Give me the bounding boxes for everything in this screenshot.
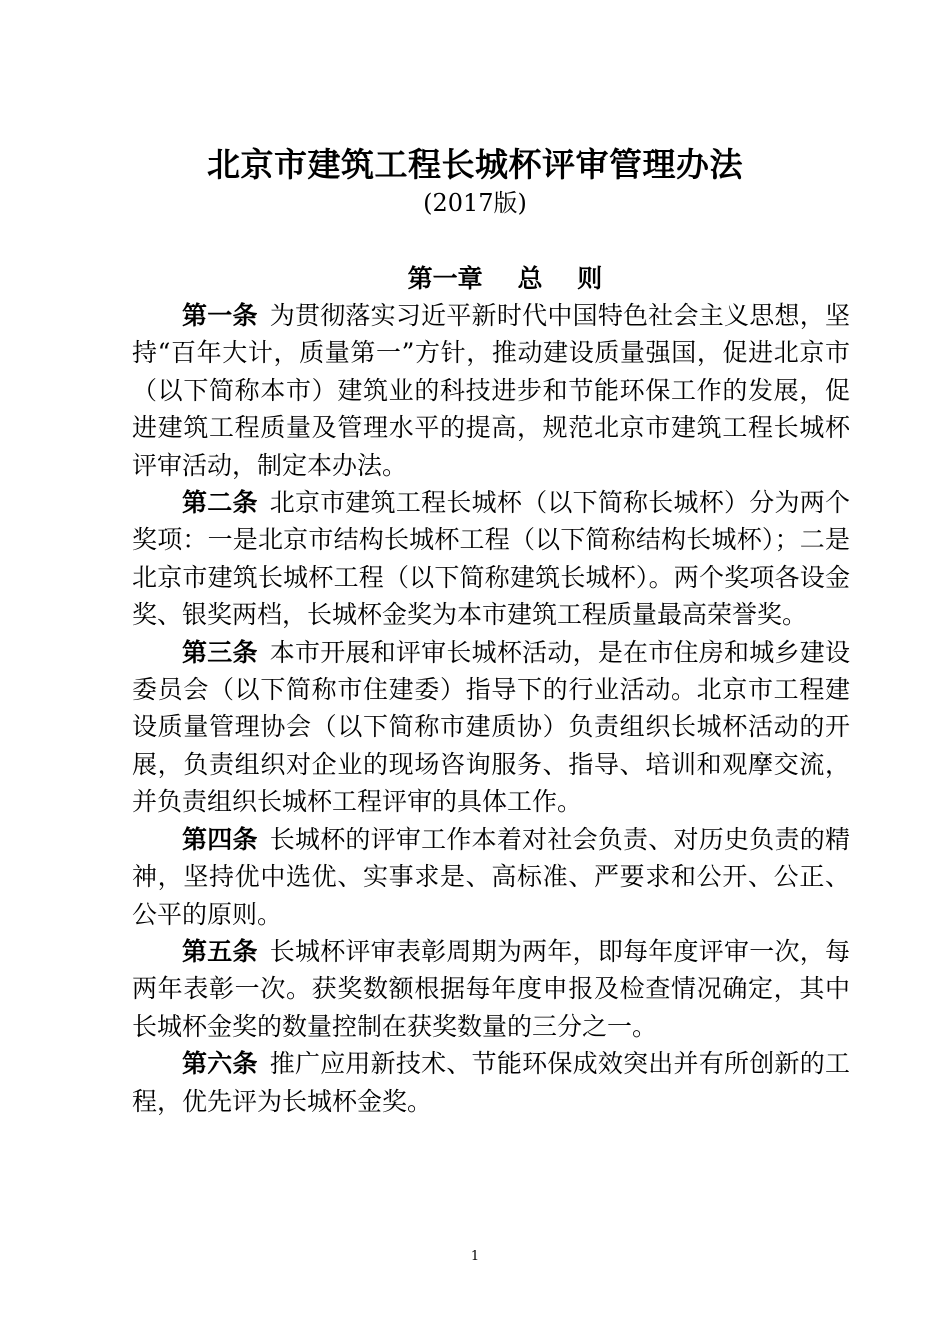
document-body: [132, 297, 850, 1120]
chapter-heading: 第一章 总 则: [407, 264, 603, 293]
article-text: 为贯彻落实习近平新时代中国特色社会主义思想，坚持“百年大计，质量第一”方针，推动建设质量强国，促进北京市（以下简称本市）建筑业的科技进步和节能环保工作的发展，促进建筑工程质量及管理水平的提高，规范北京市建筑工程长城杯评审活动，制定本办法。: [132, 301, 850, 480]
article-label: 第六条: [182, 1049, 258, 1079]
article-4: [132, 821, 850, 933]
article-text: 推广应用新技术、节能环保成效突出并有所创新的工程，优先评为长城杯金奖。: [132, 1049, 850, 1116]
article-label: 第三条: [182, 637, 258, 667]
article-5: [132, 933, 850, 1045]
article-3: [132, 634, 850, 821]
article-label: 第一条: [182, 301, 258, 330]
document-title: 北京市建筑工程长城杯评审管理办法: [207, 145, 743, 184]
article-text: 长城杯评审表彰周期为两年，即每年度评审一次，每两年表彰一次。获奖数额根据每年度申报及检查情况确定，其中长城杯金奖的数量控制在获奖数量的三分之一。: [132, 936, 850, 1041]
article-1: [132, 297, 850, 484]
article-label: 第二条: [182, 488, 258, 518]
article-text: 长城杯的评审工作本着对社会负责、对历史负责的精神，坚持优中选优、实事求是、高标准、严要求和公开、公正、公平的原则。: [132, 824, 850, 929]
article-label: 第四条: [182, 824, 258, 854]
article-2: [132, 484, 850, 634]
document-version: (2017版): [423, 189, 527, 217]
page-number: 1: [470, 1249, 480, 1264]
article-text: 北京市建筑工程长城杯（以下简称长城杯）分为两个奖项：一是北京市结构长城杯工程（以下简称结构长城杯）；二是北京市建筑长城杯工程（以下简称建筑长城杯）。两个奖项各设金奖、银奖两档，长城杯金奖为本市建筑工程质量最高荣誉奖。: [132, 488, 850, 630]
article-text: 本市开展和评审长城杯活动，是在市住房和城乡建设委员会（以下简称市住建委）指导下的行业活动。北京市工程建设质量管理协会（以下简称市建质协）负责组织长城杯活动的开展，负责组织对企业的现场咨询服务、指导、培训和观摩交流，并负责组织长城杯工程评审的具体工作。: [132, 637, 850, 817]
article-6: [132, 1045, 850, 1120]
article-label: 第五条: [182, 936, 258, 966]
